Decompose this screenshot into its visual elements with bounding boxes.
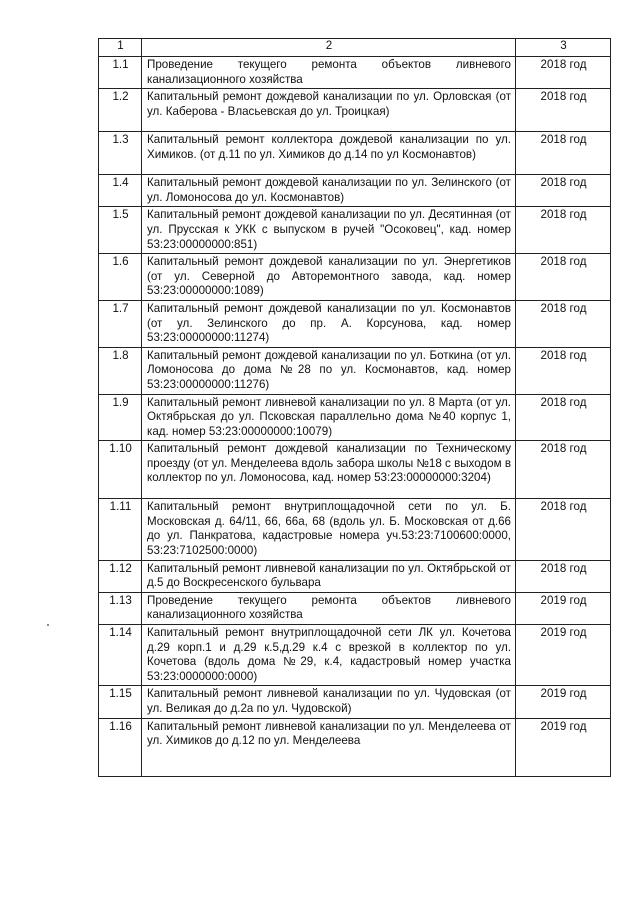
table-row — [99, 254, 611, 301]
row-number: 1.3 — [99, 132, 142, 175]
row-year: 2018 год — [516, 132, 611, 175]
row-year: 2019 год — [516, 625, 611, 686]
row-year: 2019 год — [516, 592, 611, 624]
table-row — [99, 592, 611, 624]
table-row — [99, 347, 611, 394]
table-row — [99, 625, 611, 686]
row-description: Проведение текущего ремонта объектов ливневого канализационного хозяйства — [142, 57, 516, 89]
row-year: 2018 год — [516, 394, 611, 441]
row-description: Капитальный ремонт дождевой канализации по ул. Энергетиков (от ул. Северной до Авторемонтного завода, кад. номер 53:23:00000000:1089) — [142, 254, 516, 301]
row-year: 2018 год — [516, 175, 611, 207]
row-description: Капитальный ремонт ливневой канализации по ул. Чудовская (от ул. Великая до д.2а по ул. Чудовской) — [142, 686, 516, 718]
row-description: Капитальный ремонт дождевой канализации по ул. Зелинского (от ул. Ломоносова до ул. Космонавтов) — [142, 175, 516, 207]
row-year: 2018 год — [516, 347, 611, 394]
row-year: 2018 год — [516, 254, 611, 301]
row-year: 2018 год — [516, 499, 611, 560]
row-number: 1.16 — [99, 718, 142, 776]
row-description: Капитальный ремонт дождевой канализации по ул. Боткина (от ул. Ломоносова до дома №28 по ул. Космонавтов, кад. номер 53:23:00000000:11276) — [142, 347, 516, 394]
table-row — [99, 718, 611, 776]
row-year: 2018 год — [516, 207, 611, 254]
row-description: Капитальный ремонт ливневой канализации по ул. 8 Марта (от ул. Октябрьская до ул. Псковская параллельно дома №40 корпус 1, кад. номер 53:23:00000000:10079) — [142, 394, 516, 441]
row-description: Капитальный ремонт дождевой канализации по Техническому проезду (от ул. Менделеева вдоль забора школы №18 с выходом в коллектор по ул. Ломоносова, кад. номер 53:23:00000000:3204) — [142, 441, 516, 499]
table-row — [99, 441, 611, 499]
header-col-1: 1 — [99, 39, 142, 57]
row-number: 1.7 — [99, 300, 142, 347]
row-number: 1.1 — [99, 57, 142, 89]
table-row — [99, 89, 611, 132]
row-year: 2018 год — [516, 560, 611, 592]
header-col-3: 3 — [516, 39, 611, 57]
row-year: 2019 год — [516, 686, 611, 718]
row-number: 1.5 — [99, 207, 142, 254]
row-year: 2019 год — [516, 718, 611, 776]
table-header-row — [99, 39, 611, 57]
table-row — [99, 394, 611, 441]
table-row — [99, 207, 611, 254]
row-number: 1.14 — [99, 625, 142, 686]
margin-speck — [47, 624, 49, 626]
row-description: Капитальный ремонт дождевой канализации по ул. Десятинная (от ул. Прусская к УКК с выпуском в ручей "Осоковец", кад. номер 53:23:00000000:851) — [142, 207, 516, 254]
row-description: Капитальный ремонт внутриплощадочной сети по ул. Б. Московская д. 64/11, 66, 66а, 68 (вдоль ул. Б. Московская от д.66 до ул. Панкратова, кадастровые номера уч.53:23:7100600:0000, 53:23:7102500:0000) — [142, 499, 516, 560]
row-number: 1.2 — [99, 89, 142, 132]
table-row — [99, 57, 611, 89]
row-description: Капитальный ремонт ливневой канализации по ул. Октябрьской от д.5 до Воскресенского бульвара — [142, 560, 516, 592]
table-row — [99, 560, 611, 592]
header-col-2: 2 — [142, 39, 516, 57]
row-number: 1.10 — [99, 441, 142, 499]
row-number: 1.4 — [99, 175, 142, 207]
row-year: 2018 год — [516, 441, 611, 499]
row-year: 2018 год — [516, 300, 611, 347]
row-number: 1.12 — [99, 560, 142, 592]
row-description: Капитальный ремонт ливневой канализации по ул. Менделеева от ул. Химиков до д.12 по ул. Менделеева — [142, 718, 516, 776]
row-description: Капитальный ремонт дождевой канализации по ул. Орловская (от ул. Каберова - Власьевская до ул. Троицкая) — [142, 89, 516, 132]
row-number: 1.8 — [99, 347, 142, 394]
row-description: Проведение текущего ремонта объектов ливневого канализационного хозяйства — [142, 592, 516, 624]
row-description: Капитальный ремонт коллектора дождевой канализации по ул. Химиков. (от д.11 по ул. Химиков до д.14 по ул Космонавтов) — [142, 132, 516, 175]
row-year: 2018 год — [516, 57, 611, 89]
row-number: 1.9 — [99, 394, 142, 441]
row-number: 1.11 — [99, 499, 142, 560]
works-table — [98, 38, 611, 777]
table-row — [99, 175, 611, 207]
table-row — [99, 132, 611, 175]
table-row — [99, 686, 611, 718]
table-row — [99, 499, 611, 560]
row-description: Капитальный ремонт внутриплощадочной сети ЛК ул. Кочетова д.29 корп.1 и д.29 к.5,д.29 к.4 с врезкой в коллектор по ул. Кочетова (вдоль дома №29, к.4, кадастровый номер участка 53:23:0000000:0000) — [142, 625, 516, 686]
row-description: Капитальный ремонт дождевой канализации по ул. Космонавтов (от ул. Зелинского до пр. А. Корсунова, кад. номер 53:23:00000000:11274) — [142, 300, 516, 347]
row-number: 1.15 — [99, 686, 142, 718]
row-year: 2018 год — [516, 89, 611, 132]
row-number: 1.13 — [99, 592, 142, 624]
table-row — [99, 300, 611, 347]
row-number: 1.6 — [99, 254, 142, 301]
